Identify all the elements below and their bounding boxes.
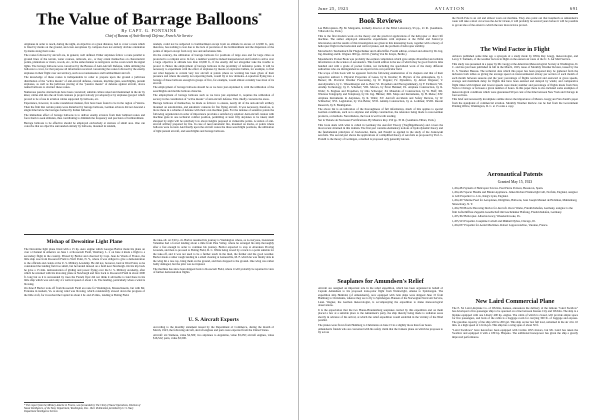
paragraph: This brief and necessarily incomplete outline shows the importance of Messrs. Gregg and Van Zandt's paper from the standpoint of commercial aviation. Monthly Weather Review can be had from the Government Printing Office, Washington, D. C. at 15 cents a copy. — [452, 97, 578, 109]
paragraph: The E. M. Laird Airplane Co. of Wichita, Kansas, announces the delivery of the famous "Laird Swallow" has developed a five-passenger ship to be operated on a line between Kansas City and Wichita. The ship is a biplane equipped with one Liberty 400 hp. engine. The cabin of which is closed, will provide ample space for five passengers, and back of the cabin is a baggage room for carrying 300 lb. of baggage and express. The gasoline capacity of the ship will be 200 gal. This ship on her last full load, remained in the air 4 hr. 10 min. at a high speed of 124 m.p.h. This ship has a wing span of about 50 ft. — [452, 307, 578, 328]
paragraph: Aircraft are assigned an important role in the relief expedition, which has been organized in behalf of Captain Amundsen to his proposed trans-polar flight from Wainwright, Alaska to Spitsbergen. The expedition ship Heimdal, (of Amundsen's), now equipped with twin ships were shipped June 15 from Hamburg to Christiania, whence they are to fly to Spitsbergen. Hansen of the Norwegian Naval Air Service, Lieut. Wagner, the German meteorologist, is accompanying the expedition to make meteorological observations. — [318, 287, 443, 308]
paragraph: Barrage balloons of themselves, be made as follows: to ensure, nearly all of the anti-aircraft artillery mounted on automobiles, and automatic cannons for fire flying aircraft. It was necessary, therefore, to move these in a scheme of defense with their own machine guns. For the defense of sensitive points the following organization in order of importance provides a satisfactory solution: Anti-aircraft cannon with machine guns in one technical combat position, permitting at least fifty airplanes to be taken; shell shrapnel by night will be relatively low above heights prepared at vulnerable points. A station of anti-aircraft artillery prepared for fire. In case of need automatic fire, mounted on trucks, at points where balloons were located. And finally upon the aircraft routes the three searchlight positions, the utilization of light pursuit aircraft, and searchlights and barrage balloons. — [153, 101, 274, 133]
paragraph: According to the monthly statement issued by the Department of Commerce, during the month of March, 1923, the following aircraft, aircraft engines and parts were exported from the United States. — [153, 326, 274, 333]
paragraph: Les Hélicoptères. By M. Margoulis, formerly director of the Eiffel Laboratory, 93 pp., 21 ill. (Gauthiers-Villars & Cie, Paris.) — [318, 27, 443, 34]
seaplanes-title: Seaplanes for Amundsen's Relief — [337, 278, 424, 285]
section-divider — [24, 234, 274, 235]
paragraph: Experience, however, in some roundabout manner, first have been found to be in the region of Venice. Then the firm that certain points were disturbed by barrage balloons, German aviators did not descend a single time below the barrages formed by Italian balloons. — [24, 101, 145, 113]
paragraph: Barrage balloons to be effective should be employed exclusively at stations of small area. One can conceive that an objective surrounded entirely by balloons, mounted in tandem, — [24, 120, 145, 128]
patent-entry: 1,454,284 System of Helicopter Screws. Paul Pierre Poirson, Besancon, Spain. — [452, 187, 544, 190]
patent-entry: 1,454,457 Marine Feed for Aeroplanes, Dirigibles, Balloons, Jean Joseph Manuel de Holzman, Muhlenberg, Shrewsbury, N. Y. — [452, 198, 578, 206]
footnote: * This report from the Military Attache in France, was forwarded by The Chief of Naval Operations, Division of Naval Intelligence, of the Navy Department, Washington, Dec. 1922. Publication permitted by U. S. Navy Department Intelligence Service. — [24, 404, 141, 414]
paragraph: The routes followed by aircraft are, in general, well defined. Either airplanes follow a route parallel to ground lines of the terrain, water courses, railroads, etc., or they orient themselves on characteristic points, plantations or rivers, woods, etc., in the same manner as navigators on the ocean watch the signal lights. The barrage balloons were conceived by the Bureau of Anti-Aircraft Defense, while utilizing the balloons to cover, for that purpose all information received concerning the routes followed by the enemy airplanes in their flight over our territory, such as reconnaissance and bombardment aircraft. — [24, 53, 145, 75]
paragraph: The employment of barrage balloons should be as we have just explained it, with the utilization of the searchlights and mobile balloon obstacles. — [153, 85, 274, 93]
paragraph: the take-off. At 3:20 p. m. Barbot resumed his journey to Washington where, as is everyone, Lieutenant Valentine had a forced landing about a mile from Pine Valley, where he arranged his ship thoroughly after a fast enough in order to continue his journey. Barbot expected to stop at Aberdeen Proving Grounds, and then to proceed to Boling Field, D. C. While being towed by a truck to a point suitable for the take-off, and it was not used to be a further reach in the mud, the further and the good weather. Barbot made a rather rough landing in a small clearing at Gainesville, M. F. which he was finally able in the wing hit a tree top, bring them on the ground, and then dropped to the ground. One wing was rather badly damaged, but the pilot was not injured. — [153, 239, 274, 267]
patent-entry: 1,455,302 Helicopter. Albertus Gracy, Wheelersbrooke, Pa. — [452, 214, 521, 219]
paragraph: On June 8 Barbot took off from Roosevelt Field en route for Washington, Massachusetts, but with Mr. Fontaine in tandem, Va. A strong wind was blowing, which considerably slowed down the progress of the little craft, for it reached the Capitol in about 2 hr. and 45 min., landing at Boling Field. — [24, 285, 145, 297]
paragraph: The planes were flown from Hamburg to Christiania on June 15 in a slightly more than four hours. — [318, 322, 433, 327]
dewoitine-article-title: Mishap of Dewoitine Light Plane — [46, 239, 123, 245]
paragraph: It is the expectation that the two Hansa-Brandenburg seaplanes carried by this expedition and on them placed a few at a suitable place to the Amundsen's party, the ship thereby being made to radiation areas shortly in advance of his arrival, at which the relief expedition would establish in the vicinity of the 82nd parallel. — [318, 307, 443, 323]
paragraph: tandem, could not be subjected to bombardment except from an altitude in excess of 12,000 ft., and, therefore, has nothing to fear due to the lack of precision of the bombardment and the dispersion of the points of impact except from very rare and unfortunate hits. — [153, 43, 274, 53]
dewoitine-article-column-2 — [153, 239, 274, 312]
book-reviews-body — [318, 27, 443, 274]
paragraph: Aviators published some time ago a synopsis of a study made by Willis Ray Gregg, meteorologist, and Leroy T. Samuels, of the weather factors in flight on the eastern air route of the U. S. Air Mail Service. — [452, 55, 578, 62]
paragraph: The above list is an indication of the thoroughness of full information, much of this applies to special German conditions, such as to airplane and airship construction, the reference being made to non-German products, or methods. Nevertheless, the book is well worth reading. — [318, 106, 443, 118]
patents-subtitle: Granted May 15, 1923 — [497, 180, 533, 184]
page-number: 691 — [570, 6, 578, 11]
patent-entry: 1,454,432 Spacer Handle and Binder Appliance. James Richard Wainwright Gill, Norfolk, England, assignor to Gill Propeller Co. Ltd., King's Lynn, England. — [452, 190, 578, 198]
paragraph: This book deals with what is called in Germany the Aerofoil Theory (Tragflügeltheorie) and covers the most recent obtained in this domain. The first part contains elementary notions of hydrodynamic theory and the fundamental principles of Jowkowski, Kutta, and Prandtl as applied in the study of the Joukowski aerofoils. The second part shows the applications of a simplified theory of aerofoils as proposed by Prof. L. Prandtl to the theory of Gottingen, a method is proposed only generally known. — [318, 122, 443, 141]
paragraph: Numerous passive obstructions have been conceived; suitable cables raised and maintained in the air by kites; cables slid into the air from cannons (a project nobody yet adopted) or by airplanes (project which proved to be of use in aviation cables supported by balloons, etc. — [24, 89, 145, 101]
paragraph: "Laird Swallows" have heretofore been equipped with Curtiss OX5 motors, but Mr. Laird has taken the Swallow and equipped it with a 180 hp. Hispano. The additional horsepower has given the ship a greatly improved performance. — [452, 327, 578, 339]
title-footnote-mark: * — [258, 12, 262, 20]
byline-subtitle: Chief of Bureau of Anti-Aircraft Defense, French Air Service — [105, 34, 193, 38]
paragraph: Airplanes in order to reach, during the night, an objective at a great distance, had to cover a route which is fixed by marks on the ground, and even aeroplanes by compass does not entirely obviate orientation by marks along their route. — [24, 43, 145, 53]
paragraph: The scope of this book will be apparent from the following enumeration of its chapters and that of their respective authors: I. Physical Properties of Gases, by R. Knoller; II. Physics of the Atmosphere, by J. Berner; III. Practical Weather Forecasting, by W. Peppler; IV. Dynamics, by Alfred Wegener; V. Aerodynamics, by C. Wieselsberger and A. Betz; VI. Propellers and Photogrammetry, by F. Eichhorn; VII. Airship Technology, by E. Schubert; VIII. Motors, by Ernst Heinkel; IX. Airplane Construction, by R. Waltz; X. Engines and Propellers, by Otto Schwager; XI. Materials of Construction, by W. Hoff; XII. Wireless Telegraphy and Telephony, by Dr. Ing. Hüttner; XIII. Maps and Instruments, by H. Meise; XIV. Airplane Instruments in Airplanes, by R. Waltz; XV. Aircraft Accidents and Safety Devices, by W. Schliecher; XVI. Legislation, by Von Bebie; XVII. Airship Construction, by A. Lodtman; XVIII. Recent Research, by E. Baumgarten. — [318, 71, 443, 107]
paragraph: The Dewoitine light plane fitted with a 15 hp. Aero engine which Georges Barbot made his plans on over a Channel in America on June 1 at Roosevelt Field, Westbury, L. I. on June 4 made a flight to a secondary flight in the country. Piloted by Barbot and observed by Capt. Jean de Vinals of France, the little ship rose from Roosevelt Field to Wolf Point, N. Y., where it was obliged to give a demonstration to the officials and cadets at the U. S. Military Academy. He did not, however, land at West Point, as he considered the landing field too small, but he landed instead on a field near Newburgh. On his trip back he gave a 15 min. demonstration of gliding and power flying over the U. S. Military Academy, after which he returned with his motoring plane at Newburgh and flew back to Roosevelt Field in about 1000 ft. long but as it is surrounded by trees the French flyer did not think it advisable to land there in his little ship which was sold only 4 x vertical speed of about 1 m. The landing, particularly when a wind is blowing. — [24, 248, 145, 286]
article-title — [24, 6, 274, 30]
book-reviews-title: Book Reviews — [359, 17, 402, 25]
patents-title: Aeronautical Patents — [487, 171, 543, 178]
main-article-column-2 — [153, 43, 274, 230]
patents-list — [452, 187, 578, 292]
column-2-top-text — [452, 17, 578, 41]
paragraph: The knowledge of these routes is indispensable in order to prepare upon the ground a judicious distribution of the "active means" of anti-aircraft defense, cannons, machine guns, searchlights, pursuit airplanes, as well as the judicious placing of the "passive means" of defense against aircraft, above named balloons to obstruct these routes. — [24, 75, 145, 90]
footnote-divider — [24, 402, 84, 403]
patent-entry: 1,454,709 Bosch-Throwing Device for Aircraft. Oscar Wiebe, Friedrichshafen, Germany, assignor to the firm Luftschiffbau Zeppelin Gesellschaft mit beschränkter Haftung, Friedrichshafen, Germany. — [452, 206, 573, 214]
laird-plane-title: New Laird Commercial Plane — [475, 298, 555, 305]
paragraph: the North Pole is an old and almost worn out machine. They also point out that inasmuch as Amundsen's route will take a short cut across the Arctic Ocean, it will probably be several years before it will be possible to get an idea of the extent to which the new motors have proved. — [452, 17, 578, 27]
paragraph: Aircraft: six Siamese, value $2,500; two airplanes to Argentina, value $3,250; aircraft engines, value $16,522; parts, value $3,500. — [153, 332, 274, 341]
dewoitine-article-column-1 — [24, 248, 145, 398]
running-header-title: AVIATION — [434, 6, 466, 11]
patent-entry: 1,454,037 Propeller for Aerial Machines. Robert Lapprovenclino, Varenne, France. — [452, 223, 548, 228]
page-gutter-divider — [298, 0, 299, 420]
patent-entry: 1,455,523 Propeller. Josephine Corbell and Mikhail Dybas, Chicago, Ill. — [452, 218, 536, 223]
paragraph: The employment of barrage balloons such as we have just explained it, requires the utilization of secrecy in the constitution of "active means" of anti-aircraft defense. This chiefly concerns the areas. — [153, 93, 274, 101]
paragraph: On the contrary, the utilization of barrage balloons for positions of large area and for large cities as protected is a complex error. In fact, a number would be indeed inexperienced and foolish to arrive over a large objective at altitude less than 10,000 ft., if the enemy did not altogether take the trouble to protect it. Hence the employment of barrage balloons in the proximity of defensive points. It will be necessary to experiment with the effect of airplanes by means of explosive bullets, for example, to find out what happens to certain very low aircraft at points where no warning has been given of their presence and where the enemy not expecting them, would fly at low altitudes. A squadron flying into a barrage of these balloons enough in groups of five, for example, would almost certainly lose most of its aircraft. — [153, 53, 274, 85]
article-title-text: The Value of Barrage Balloons — [36, 9, 259, 29]
wind-factor-title: The Wind Factor in Flight — [480, 46, 550, 53]
right-page — [300, 0, 598, 420]
laird-plane-body — [452, 307, 578, 415]
running-header-date: June 25, 1923 — [318, 6, 349, 11]
paragraph: The immediate effect of barrage balloons is to deliver enemy aviators from their habitual routes and force them to seek altitudes, thus contributing to diminish the frequency and precision of bombardment. — [24, 112, 145, 121]
wind-factor-body — [452, 55, 578, 165]
aircraft-exports-title: U. S. Aircraft Exports — [188, 317, 239, 323]
paragraph: Sur la Théorie de Nouveaux Fortifications. By Maurice Roy. 250 pp. 35 ill. (Gauthiers-Villars, Paris.) — [318, 118, 436, 123]
header-rule — [318, 13, 578, 14]
seaplanes-body — [318, 287, 443, 415]
paragraph: This is the first modern work on the theory and the practical applications of the helicopter or direct lift machine. The author employed exhaustive experiments with airplanes at the Eiffel and Saint-Cyr laboratories and the results of this investigation are given in this interesting book, together with a theory of helicopter flight in the horizontal and vertical planes, and the problem of helicopter stability. — [318, 33, 443, 49]
main-article-column-1 — [24, 43, 145, 230]
aircraft-exports-body — [153, 326, 274, 366]
paragraph: This study was presented in a paper by Mr. Gregg at the American Meteorological Society at Washington, D. C. and has just been published in full in the March, 1923, issue of Monthly Weather Review, issued by the U. S. Weather Bureau. The technical data which this paper has been prepared may be gathered from the inclusion both tables as giving the average speed on transcontinental airway per section of each month of each month between seasons and the year; percentage of flights westward and eastward at gross speeds, average and maximum delay for flights that have been assisted and delayed by winds; and comparative flight times with highest and lowest speeds were made; number and percentage of flights made from New York to Chicago or between a given number of hours. In this paper there is also included some examples of meteorological conditions which were guaranteed 90 per cent of the time between New York and Chicago in four sections. — [452, 61, 578, 97]
paragraph: Motorbuch's Taschenbuch für Flugtechniker und Luftschiffer. Fourth edition, revised and edited by Dr. Ing. Ing. Riesling and R. Wagner. 900 pp. 210 ill. (Verlag Von M. Krayn, Berlin.) — [318, 48, 443, 57]
paragraph: Amundsen's friends who are concerned with his safety claim that the Jonkers plane on which he proposes to fly across — [318, 326, 443, 335]
paragraph: The machine has since been shipped back to Roosevelt Field, where it will probably be repaired in view of further demonstration flights. — [153, 266, 274, 275]
byline: By CAPT. G. FONTAINE — [121, 28, 177, 33]
paragraph: Moedebeck's Pocket Book was probably the earliest compilation which gave ample diversified and reliable information on the science of aeronautics. This fourth edition is the use of which may be good from its time handled and with a grade of pocket format, not including the specialized work of the many different authorities who are distinguished as an expert in his own particular field. — [318, 56, 443, 71]
left-page — [0, 0, 298, 420]
